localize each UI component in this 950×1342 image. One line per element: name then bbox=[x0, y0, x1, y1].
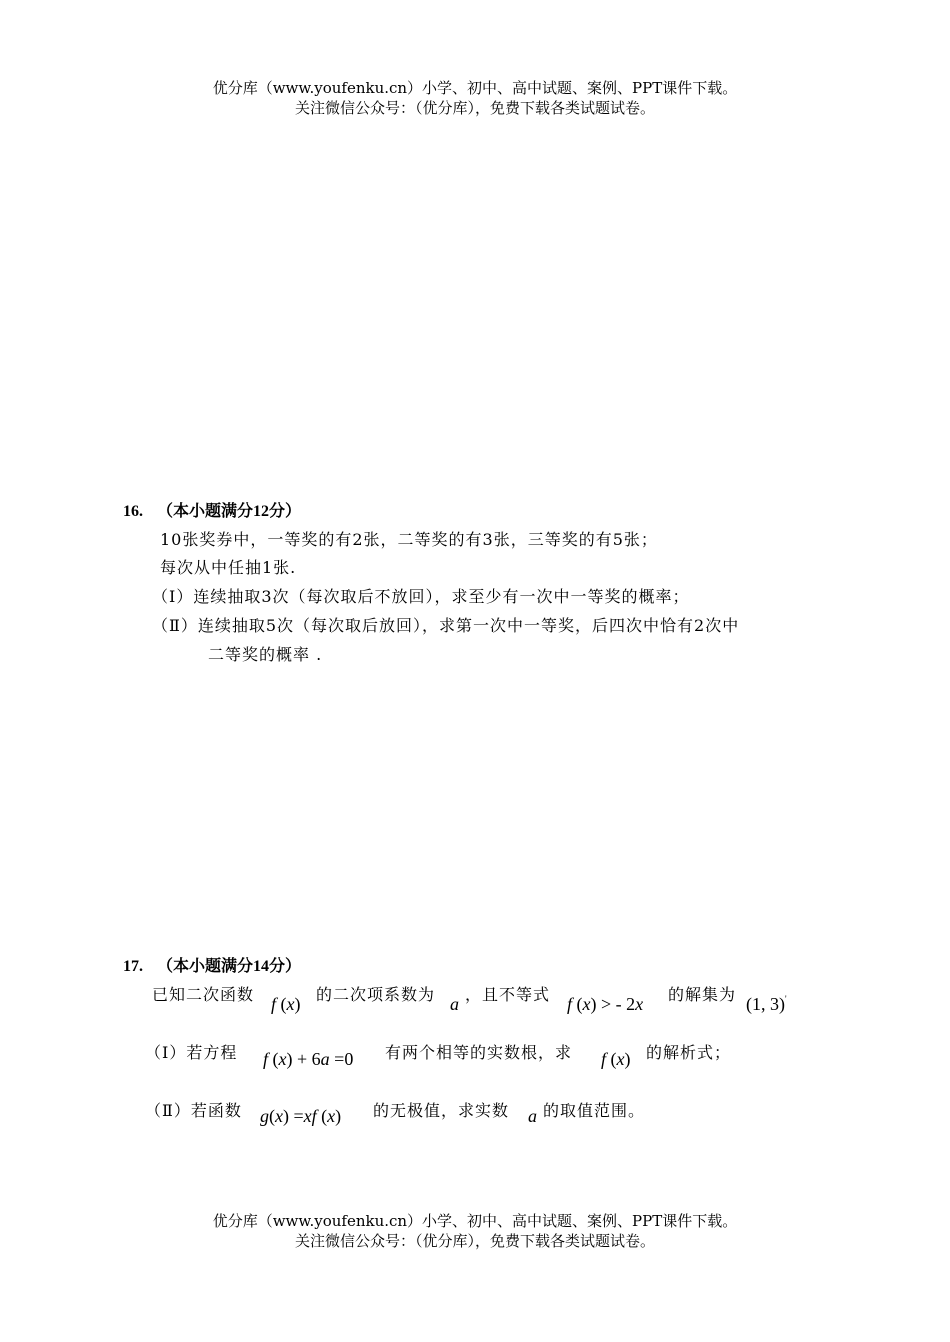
q16-line-2: 每次从中任抽1张. bbox=[160, 558, 297, 577]
q17-math-fx: f (x) bbox=[271, 994, 301, 1014]
q17-score: （本小题满分14分） bbox=[157, 958, 302, 975]
q17-math-a-2: a bbox=[528, 1106, 537, 1126]
q17-part-2c: 的取值范围。 bbox=[543, 1101, 646, 1120]
q16-title bbox=[123, 498, 301, 521]
q16-part-2b: 二等奖的概率 . bbox=[208, 645, 323, 664]
q17-math-fx-2: f (x) bbox=[601, 1049, 631, 1069]
footer-line-2: 关注微信公众号：（优分库），免费下载各类试题试卷。 bbox=[294, 1232, 655, 1250]
q17-part-2a: （Ⅱ）若函数 bbox=[145, 1101, 242, 1120]
q17-math-gx: g(x) =xf (x) bbox=[260, 1106, 342, 1126]
footer-line-1: 优分库（www.youfenku.cn）小学、初中、高中试题、案例、PPT课件下载。 bbox=[212, 1212, 738, 1230]
q16-part-1: （Ⅰ）连续抽取3次（每次取后不放回），求至少有一次中一等奖的概率； bbox=[152, 587, 690, 606]
q17-math-inequality: f (x) > - 2x bbox=[567, 994, 644, 1014]
q17-part-2b: 的无极值，求实数 bbox=[373, 1101, 510, 1120]
q17-part-1b: 有两个相等的实数根，求 bbox=[385, 1043, 573, 1062]
page-footer bbox=[0, 1211, 950, 1251]
q17-intro-b: 的二次项系数为 bbox=[316, 985, 436, 1004]
q17-part-1c: 的解析式； bbox=[646, 1043, 732, 1062]
q17-title bbox=[123, 953, 301, 976]
header-line-2: 关注微信公众号：（优分库），免费下载各类试题试卷。 bbox=[294, 99, 655, 117]
page-header bbox=[0, 78, 950, 118]
q17-intro-c: ，且不等式 bbox=[465, 985, 551, 1004]
q17-intro-a: 已知二次函数 bbox=[152, 985, 255, 1004]
header-line-1: 优分库（www.youfenku.cn）小学、初中、高中试题、案例、PPT课件下载。 bbox=[212, 79, 738, 97]
q16-score: （本小题满分12分） bbox=[157, 503, 302, 520]
q17-intro-d: 的解集为 bbox=[668, 985, 737, 1004]
q17-math-interval: (1, 3)' bbox=[746, 994, 787, 1014]
q16-number: 16. bbox=[123, 503, 143, 520]
q16-part-2a: （Ⅱ）连续抽取5次（每次取后放回），求第一次中一等奖，后四次中恰有2次中 bbox=[152, 616, 740, 635]
q17-part-1a: （Ⅰ）若方程 bbox=[145, 1043, 238, 1062]
q17-number: 17. bbox=[123, 958, 143, 975]
q17-math-a: a bbox=[450, 994, 459, 1014]
q16-line-1: 10张奖券中，一等奖的有2张，二等奖的有3张，三等奖的有5张； bbox=[160, 530, 658, 549]
q17-math-equation: f (x) + 6a =0 bbox=[263, 1049, 354, 1069]
